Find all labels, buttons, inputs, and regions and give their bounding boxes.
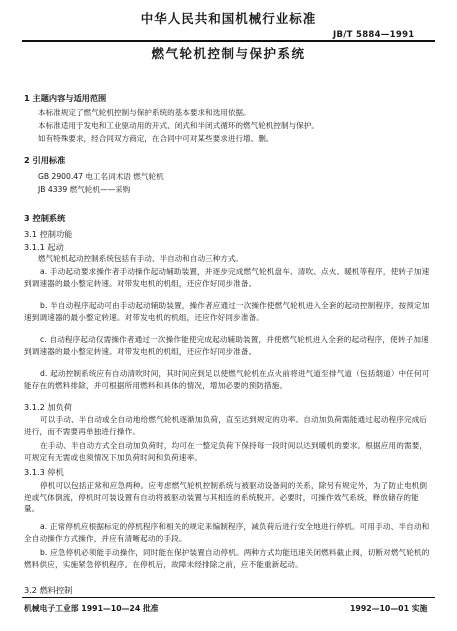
body-paragraph: 燃气轮机起动控制系统包括有手动、半自动和自动三种方式。: [38, 254, 244, 263]
list-item: b. 半自动程序起动可由手动起动辅助装置，操作者应通过一次操作使燃气轮机进入全套的起动控制程序，按预定加速到调速器的最小整定转速。对带发电机的机组，还应作好同步准备。: [24, 301, 430, 322]
standard-number: JB/T 5884—1991: [333, 30, 415, 40]
header-divider: [22, 40, 435, 42]
list-item: a. 正常停机应根据标定的停机程序和相关的规定来编制程序，减负荷后进行安全地进行停机。可用手动、半自动和全自动操作方式操作，并应有清晰起动的手段。: [24, 522, 430, 543]
subsection-heading: 3.1 控制功能: [24, 229, 73, 239]
list-item: c. 自动程序起动仅需操作者通过一次操作能使完成起动辅助装置，并使燃气轮机进入全套的起动程序，使转子加速到调速器的最小整定转速。对带发电机的机组，还应作好同步准备。: [24, 335, 429, 356]
section-1-paragraph: 如有特殊要求，经合同双方商定，在合同中可对某些要求进行增、删。: [38, 134, 274, 143]
implementation-date: 1992—10—01 实施: [350, 604, 428, 613]
reference-item: JB 4339 燃气轮机——采购: [38, 185, 131, 194]
body-paragraph: 在手动、半自动方式全自动加负荷时，均可在一整定负荷下保持每一段时间以达到暖机的要求。根据应用的需要，可规定有无需或也须情况下加负荷时间和负荷速率。: [24, 441, 428, 462]
body-paragraph: 可以手动、半自动或全自动地给燃气轮机逐渐加负荷，直至达到规定的功率。自动加负荷需能通过起动程序完成后进行，而不需要再单独进行操作。: [24, 415, 428, 436]
page-title: 燃气轮机控制与保护系统: [151, 46, 306, 61]
standard-category: 中华人民共和国机械行业标准: [140, 11, 317, 26]
list-item: b. 应急停机必须能手动操作，同时能在保护装置自动停机。两种方式均能迅速关闭燃料截止阀，切断对燃气轮机的燃料供应，实施紧急停机程序。在停机后，故障未经排除之前，应不能重新起动。: [24, 548, 430, 569]
footer-divider: [22, 597, 435, 598]
subsection-heading: 3.1.3 停机: [24, 467, 64, 477]
section-1-paragraph: 本标准适用于发电和工业驱动用的开式、闭式和半闭式循环的燃气轮机控制与保护。: [38, 121, 319, 130]
section-2-heading: 2 引用标准: [24, 155, 66, 165]
list-item: d. 起动控制系统应有自动清吹时间，其时间应到足以使燃气轮机在点火前将进气道至排气道（包括烟道）中任何可能存在的燃料排除，并可根据所用燃料和具体的情况，增加必要的预防措施。: [24, 369, 430, 390]
reference-item: GB 2900.47 电工名词术语 燃气轮机: [38, 172, 164, 181]
subsection-heading: 3.1.1 起动: [24, 242, 64, 252]
subsection-heading: 3.2 燃料控制: [24, 585, 73, 595]
approval-info: 机械电子工业部 1991—10—24 批准: [24, 604, 159, 613]
section-1-paragraph: 本标准规定了燃气轮机控制与保护系统的基本要求和选用依据。: [38, 108, 251, 117]
list-item: a. 手动起动要求操作者手动操作起动辅助装置，并逐步完成燃气轮机盘车、清吹、点火、暖机等程序，使转子加速到调速器的最小整定转速。对带发电机的机组，还应作好同步准备。: [24, 267, 430, 288]
body-paragraph: 停机可以包括正常和应急两种。应考虑燃气轮机控制系统与被驱动设备间的关系，除另有规定外，为了防止电机倒逆或气体倒流，停机时可装设置有自动将被驱动装置与其相连的系统脱开。必要时，可操作效气系统，释放储存的能量。: [24, 481, 428, 514]
section-1-heading: 1 主题内容与适用范围: [24, 93, 107, 103]
section-3-heading: 3 控制系统: [24, 213, 66, 223]
subsection-heading: 3.1.2 加负荷: [24, 402, 72, 412]
